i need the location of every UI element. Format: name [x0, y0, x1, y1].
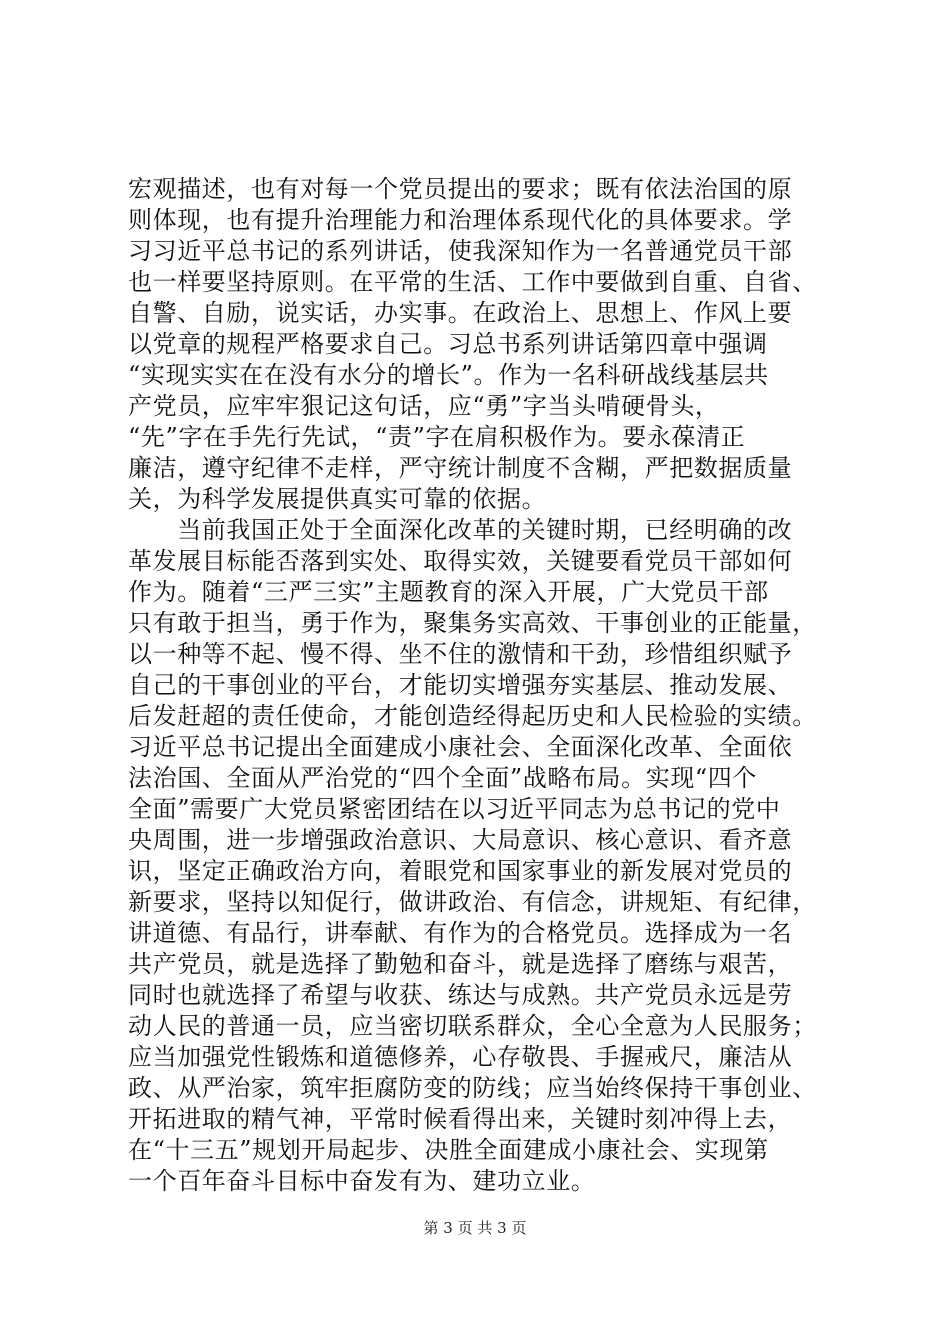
text-line: 全面”需要广大党员紧密团结在以习近平同志为总书记的党中: [128, 795, 781, 823]
text-line: 习近平总书记提出全面建成小康社会、全面深化改革、全面依: [128, 733, 793, 761]
text-line: 只有敢于担当，勇于作为，聚集务实高效、干事创业的正能量，: [128, 609, 817, 637]
text-line: 产党员，应牢牢狠记这句话，应“勇”字当头啃硬骨头，: [128, 392, 720, 420]
body-text: [128, 174, 828, 1197]
text-line: 也一样要坚持原则。在平常的生活、工作中要做到自重、自省、: [128, 268, 817, 296]
text-line: 共产党员，就是选择了勤勉和奋斗，就是选择了磨练与艰苦，: [128, 950, 793, 978]
text-line: 以党章的规程严格要求自己。习总书系列讲话第四章中强调: [128, 330, 768, 358]
text-line: 则体现，也有提升治理能力和治理体系现代化的具体要求。学: [128, 206, 793, 234]
page-number-footer: 第 3 页 共 3 页: [423, 1219, 527, 1237]
text-line: 革发展目标能否落到实处、取得实效，关键要看党员干部如何: [128, 547, 793, 575]
text-line: 在“十三五”规划开局起步、决胜全面建成小康社会、实现第: [128, 1136, 769, 1164]
text-line: 法治国、全面从严治党的“四个全面”战略布局。实现“四个: [128, 764, 758, 792]
text-line: 以一种等不起、慢不得、坐不住的激情和干劲，珍惜组织赋予: [128, 640, 793, 668]
text-line: 自警、自励，说实话，办实事。在政治上、思想上、作风上要: [128, 299, 793, 327]
text-line: 动人民的普通一员，应当密切联系群众，全心全意为人民服务；: [128, 1012, 817, 1040]
text-line: 开拓进取的精气神，平常时候看得出来，关键时刻冲得上去，: [128, 1105, 793, 1133]
text-line: 作为。随着“三严三实”主题教育的深入开展，广大党员干部: [128, 578, 769, 606]
text-line: 政、从严治家，筑牢拒腐防变的防线；应当始终保持干事创业、: [128, 1074, 817, 1102]
text-line: 央周围，进一步增强政治意识、大局意识、核心意识、看齐意: [128, 826, 793, 854]
text-line: “先”字在手先行先试，“责”字在肩积极作为。要永葆清正: [128, 423, 746, 451]
text-line: 习习近平总书记的系列讲话，使我深知作为一名普通党员干部: [128, 237, 793, 265]
text-line: 后发赶超的责任使命，才能创造经得起历史和人民检验的实绩。: [128, 702, 817, 730]
text-line: 识，坚定正确政治方向，着眼党和国家事业的新发展对党员的: [128, 857, 793, 885]
text-line: 自己的干事创业的平台，才能切实增强夯实基层、推动发展、: [128, 671, 793, 699]
text-line: 关，为科学发展提供真实可靠的依据。: [128, 485, 547, 513]
text-line: 新要求，坚持以知促行，做讲政治、有信念，讲规矩、有纪律，: [128, 888, 817, 916]
text-line: 应当加强党性锻炼和道德修养，心存敬畏、手握戒尺，廉洁从: [128, 1043, 793, 1071]
text-line: 同时也就选择了希望与收获、练达与成熟。共产党员永远是劳: [128, 981, 793, 1009]
text-line: 廉洁，遵守纪律不走样，严守统计制度不含糊，严把数据质量: [128, 454, 793, 482]
text-line: 讲道德、有品行，讲奉献、有作为的合格党员。选择成为一名: [128, 919, 793, 947]
text-line: 当前我国正处于全面深化改革的关键时期，已经明确的改: [128, 516, 793, 544]
text-line: 宏观描述，也有对每一个党员提出的要求；既有依法治国的原: [128, 175, 793, 203]
text-line: “实现实实在在没有水分的增长”。作为一名科研战线基层共: [128, 361, 769, 389]
text-line: 一个百年奋斗目标中奋发有为、建功立业。: [128, 1167, 596, 1195]
